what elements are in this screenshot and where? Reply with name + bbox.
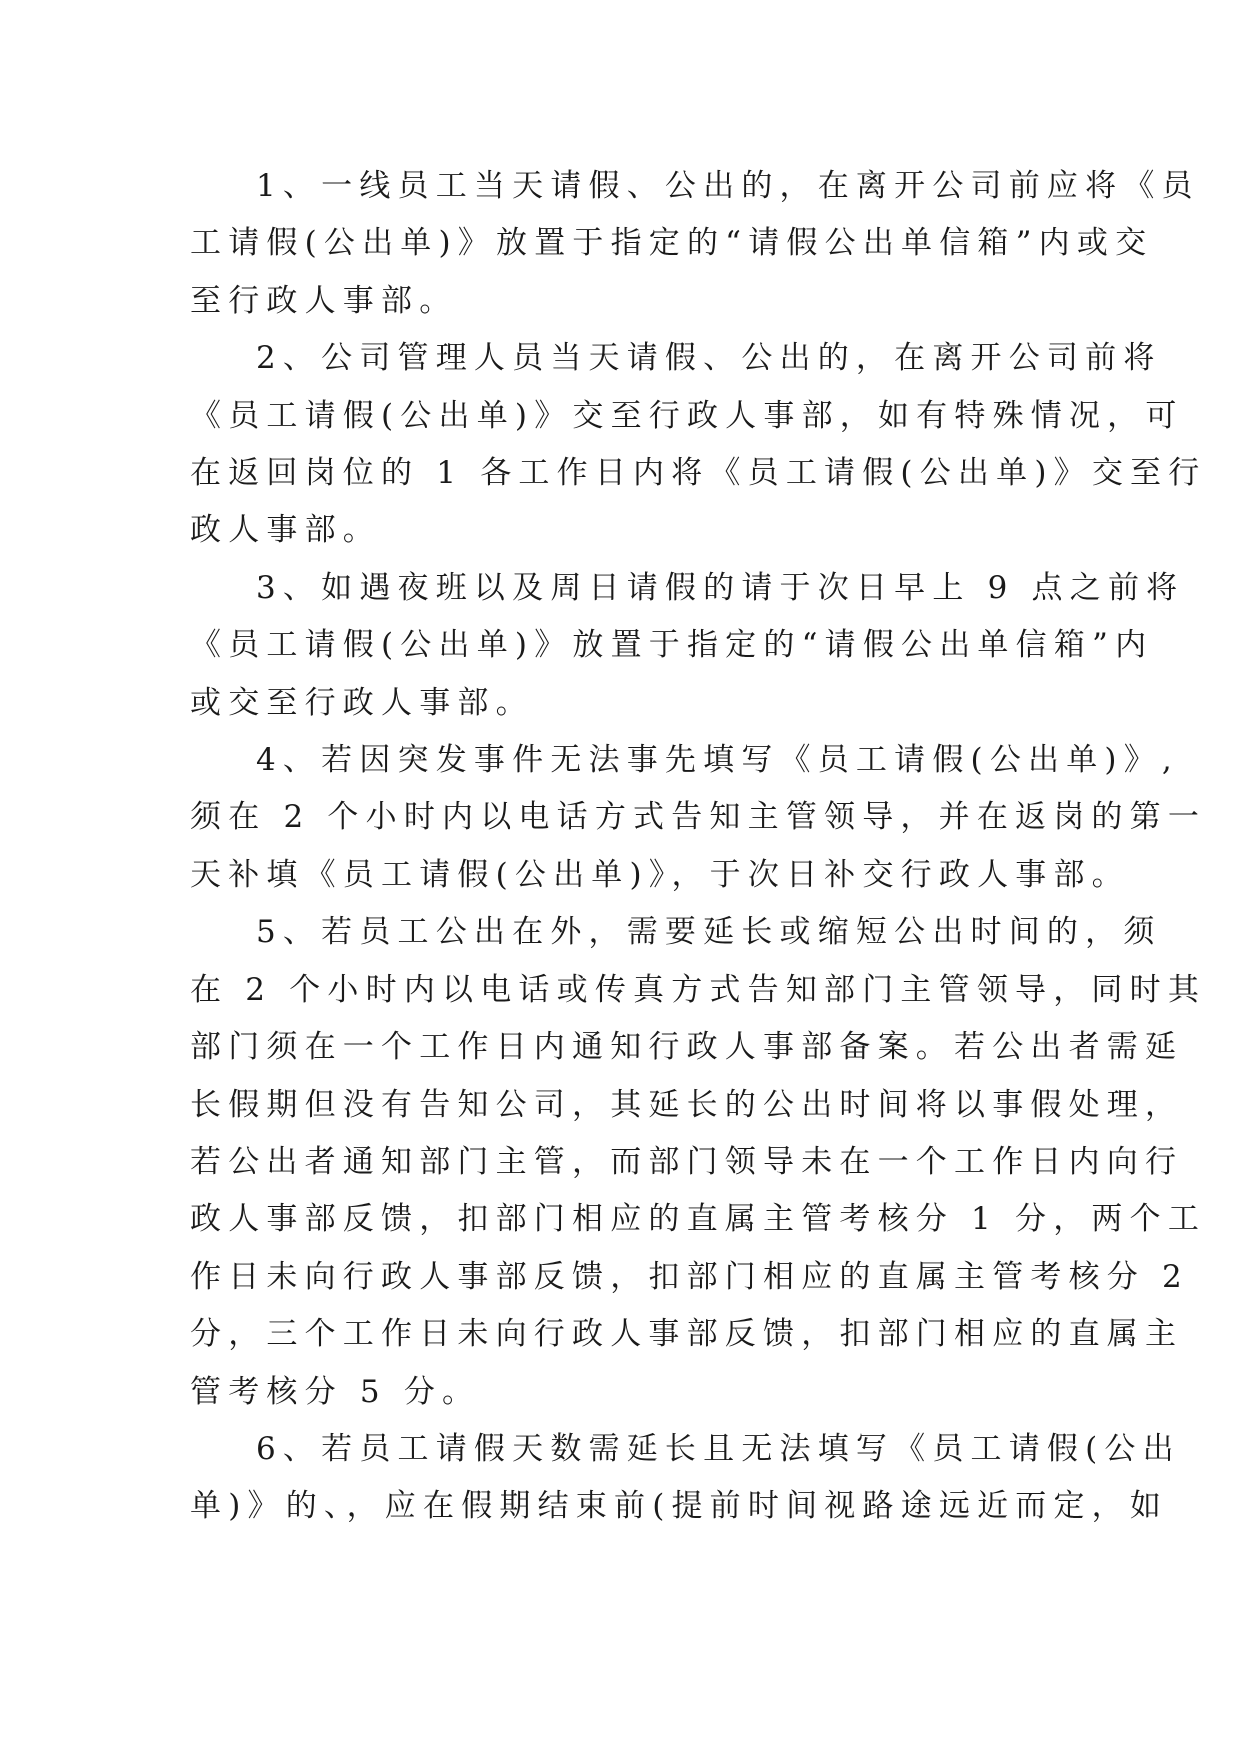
text-line: 部门须在一个工作日内通知行政人事部备案。若公出者需延 [190, 1029, 1184, 1066]
paragraph-1 [190, 158, 1200, 330]
text-line: 1、一线员工当天请假、公出的，在离开公司前应将《员 [256, 168, 1200, 204]
text-line: 或交至行政人事部。 [190, 684, 534, 721]
text-line: 政人事部。 [190, 512, 381, 549]
text-line: 管考核分 5 分。 [190, 1373, 481, 1410]
text-line: 至行政人事部。 [190, 282, 458, 319]
text-line: 须在 2 个小时内以电话方式告知主管领导，并在返岗的第一 [190, 799, 1207, 836]
document-body [190, 158, 1207, 1536]
text-line: 在 2 个小时内以电话或传真方式告知部门主管领导，同时其 [190, 971, 1207, 1008]
text-line: 《员工请假(公出单)》交至行政人事部，如有特殊情况，可 [190, 397, 1184, 434]
text-line: 4、若因突发事件无法事先填写《员工请假(公出单)》, [256, 742, 1179, 779]
paragraph-5 [190, 904, 1207, 1421]
text-line: 分，三个工作日未向行政人事部反馈，扣部门相应的直属主 [190, 1316, 1184, 1353]
text-line: 政人事部反馈，扣部门相应的直属主管考核分 1 分，两个工 [190, 1201, 1207, 1238]
paragraph-3 [190, 560, 1185, 732]
text-line: 若公出者通知部门主管，而部门领导未在一个工作日内向行 [190, 1143, 1184, 1180]
paragraph-4 [190, 732, 1207, 904]
text-line: 工请假(公出单)》放置于指定的“请假公出单信箱”内或交 [190, 225, 1154, 262]
text-line: 2、公司管理人员当天请假、公出的，在离开公司前将 [256, 340, 1162, 377]
text-line: 作日未向行政人事部反馈，扣部门相应的直属主管考核分 2 [190, 1258, 1189, 1295]
text-line: 在返回岗位的 1 各工作日内将《员工请假(公出单)》交至行 [190, 455, 1207, 492]
paragraph-2 [190, 330, 1207, 560]
text-line: 6、若员工请假天数需延长且无法填写《员工请假(公出 [256, 1430, 1181, 1467]
paragraph-6 [190, 1421, 1181, 1536]
text-line: 《员工请假(公出单)》放置于指定的“请假公出单信箱”内 [190, 627, 1154, 664]
text-line: 单)》的、，应在假期结束前(提前时间视路途远近而定，如 [190, 1488, 1169, 1525]
text-line: 长假期但没有告知公司，其延长的公出时间将以事假处理， [190, 1086, 1184, 1123]
text-line: 天补填《员工请假(公出单)》，于次日补交行政人事部。 [190, 856, 1130, 893]
text-line: 3、如遇夜班以及周日请假的请于次日早上 9 点之前将 [256, 569, 1185, 606]
text-line: 5、若员工公出在外，需要延长或缩短公出时间的，须 [256, 914, 1162, 951]
